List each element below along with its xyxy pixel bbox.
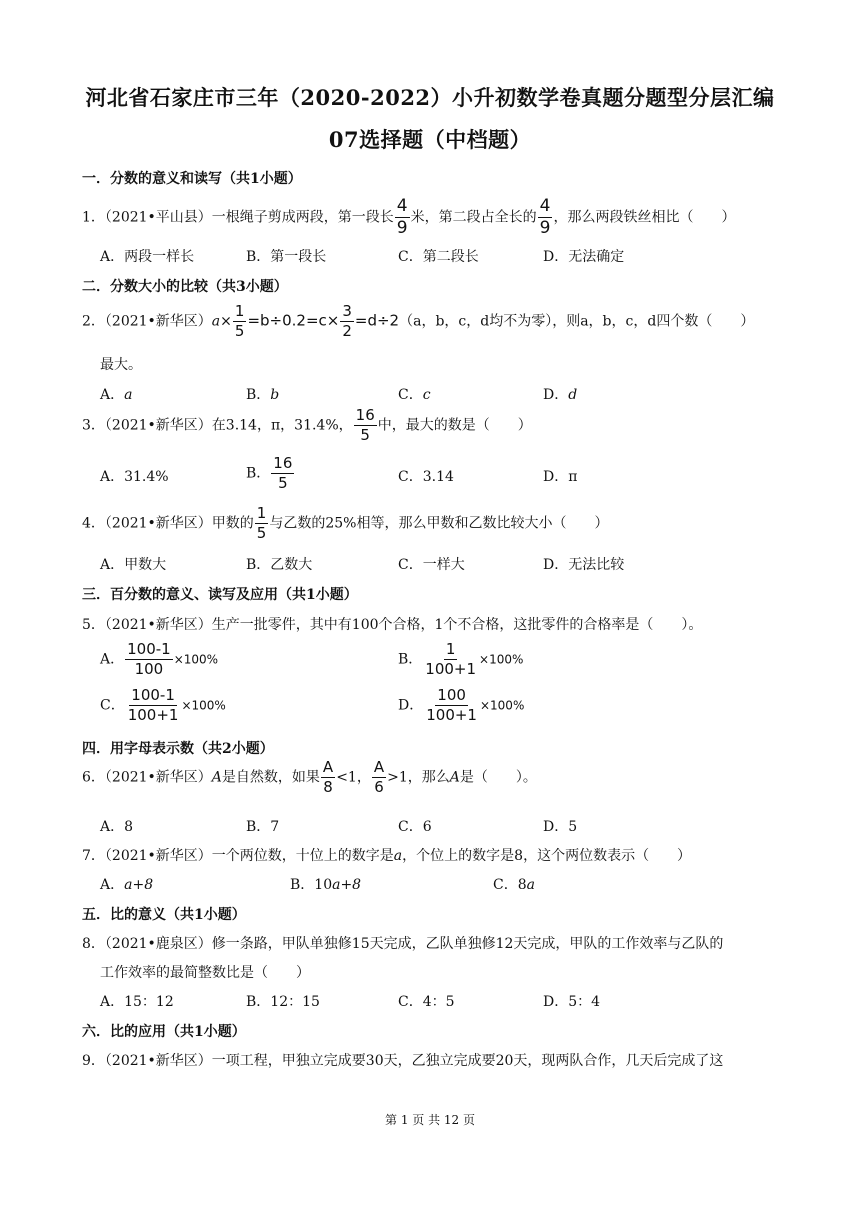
section-heading-4: 四．用字母表示数（共2小题）	[82, 741, 274, 757]
q1-option-d[interactable]: D．无法确定	[543, 249, 625, 265]
q3-option-b-fraction: $\frac{16}{5}$	[273, 454, 293, 492]
question-2: 2．（2021•新华区）a× $\frac{1}{5}$ =b÷0.2=c× $\frac{3}{2}$ =d÷2（a，b，c，d均不为零），则a，b，c，d四个数（ ）	[82, 302, 755, 340]
q1-option-b[interactable]: B．第一段长	[246, 249, 327, 265]
q7-option-c[interactable]: C．8a	[493, 877, 535, 893]
section-heading-5: 五．比的意义（共1小题）	[82, 907, 246, 923]
q1-suffix: ，那么两段铁丝相比（ ）	[553, 209, 736, 226]
q1-fraction-2: $\frac{4}{9}$	[539, 196, 551, 238]
q5-option-d[interactable]: D． $\frac{100}{100+1}$ ×100%	[398, 686, 525, 724]
q2-fraction-2: $\frac{3}{2}$	[342, 302, 352, 340]
q7-option-b[interactable]: B．10a+8	[290, 877, 362, 893]
document-title: 河北省石家庄市三年（2020-2022）小升初数学卷真题分题型分层汇编	[85, 85, 775, 110]
q6-fraction-1: $\frac{A}{8}$	[322, 758, 334, 796]
page-footer: 第 1 页 共 12 页	[385, 1113, 475, 1127]
q3-option-a[interactable]: A．31.4%	[100, 469, 169, 485]
question-9-line-1: 9．（2021•新华区）一项工程，甲独立完成要30天，乙独立完成要20天，现两队合作，几天后完成了这	[82, 1053, 724, 1069]
question-7: 7．（2021•新华区）一个两位数，十位上的数字是a，个位上的数字是8，这个两位数表示（ ）	[82, 848, 692, 864]
section-heading-3: 三．百分数的意义、读写及应用（共1小题）	[82, 587, 358, 603]
q8-option-c[interactable]: C．4：5	[398, 994, 455, 1010]
q4-fraction: $\frac{1}{5}$	[256, 504, 267, 542]
q2-option-d[interactable]: D．d	[543, 387, 578, 403]
q6-option-c[interactable]: C．6	[398, 819, 432, 835]
q3-option-c[interactable]: C．3.14	[398, 469, 454, 485]
question-6: 6．（2021•新华区）A是自然数，如果 $\frac{A}{8}$ <1， $\frac{A}{6}$ >1，那么A是（ ）。	[82, 758, 537, 796]
section-heading-6: 六．比的应用（共1小题）	[82, 1024, 246, 1040]
question-3: 3．（2021•新华区）在3.14，π，31.4%， $\frac{16}{5}$ 中，最大的数是（ ）	[82, 406, 532, 444]
q6-fraction-2: $\frac{A}{6}$	[373, 758, 385, 796]
q3-fraction: $\frac{16}{5}$	[355, 406, 375, 444]
q4-option-d[interactable]: D．无法比较	[543, 557, 625, 573]
question-5: 5．（2021•新华区）生产一批零件，其中有100个合格，1个不合格，这批零件的合格率是（ ）。	[82, 617, 703, 633]
section-heading-1: 一．分数的意义和读写（共1小题）	[82, 171, 302, 187]
q1-option-c[interactable]: C．第二段长	[398, 249, 479, 265]
question-1	[82, 198, 735, 237]
q6-option-a[interactable]: A．8	[100, 819, 134, 835]
q1-mid: 米，第二段占全长的	[410, 209, 537, 226]
q1-fraction-1: $\frac{4}{9}$	[396, 196, 408, 238]
question-8-line-1: 8．（2021•鹿泉区）修一条路，甲队单独修15天完成，乙队单独修12天完成，甲队的工作效率与乙队的	[82, 936, 724, 952]
q4-option-c[interactable]: C．一样大	[398, 557, 465, 573]
question-8-line-2: 工作效率的最简整数比是（ ）	[100, 965, 310, 981]
q6-option-d[interactable]: D．5	[543, 819, 578, 835]
q4-option-a[interactable]: A．甲数大	[100, 557, 167, 573]
q2-line-2: 最大。	[100, 357, 142, 373]
section-heading-2: 二．分数大小的比较（共3小题）	[82, 279, 288, 295]
q5-option-a[interactable]: A． $\frac{100-1}{100}$ ×100%	[100, 640, 219, 678]
q1-prefix: 1．（2021•平山县）一根绳子剪成两段，第一段长	[82, 209, 394, 226]
document-subtitle: 07选择题（中档题）	[328, 127, 532, 152]
q2-option-b[interactable]: B．b	[246, 387, 280, 403]
q3-option-d[interactable]: D．π	[543, 469, 578, 485]
q8-option-a[interactable]: A．15：12	[100, 994, 174, 1010]
q2-fraction-1: $\frac{1}{5}$	[234, 302, 245, 340]
q3-option-b[interactable]: B． $\frac{16}{5}$	[246, 454, 293, 492]
q6-option-b[interactable]: B．7	[246, 819, 280, 835]
question-4: 4．（2021•新华区）甲数的 $\frac{1}{5}$ 与乙数的25%相等，那么甲数和乙数比较大小（ ）	[82, 504, 609, 542]
q2-option-c[interactable]: C．c	[398, 387, 431, 403]
q2-option-a[interactable]: A．a	[100, 387, 133, 403]
q8-option-b[interactable]: B．12：15	[246, 994, 320, 1010]
q7-option-a[interactable]: A．a+8	[100, 877, 154, 893]
q5-option-c[interactable]: C． $\frac{100-1}{100+1}$ ×100%	[100, 686, 226, 724]
q5-option-b[interactable]: B． $\frac{1}{100+1}$ ×100%	[398, 640, 524, 678]
q8-option-d[interactable]: D．5：4	[543, 994, 601, 1010]
q4-option-b[interactable]: B．乙数大	[246, 557, 313, 573]
q1-option-a[interactable]: A．两段一样长	[100, 249, 195, 265]
